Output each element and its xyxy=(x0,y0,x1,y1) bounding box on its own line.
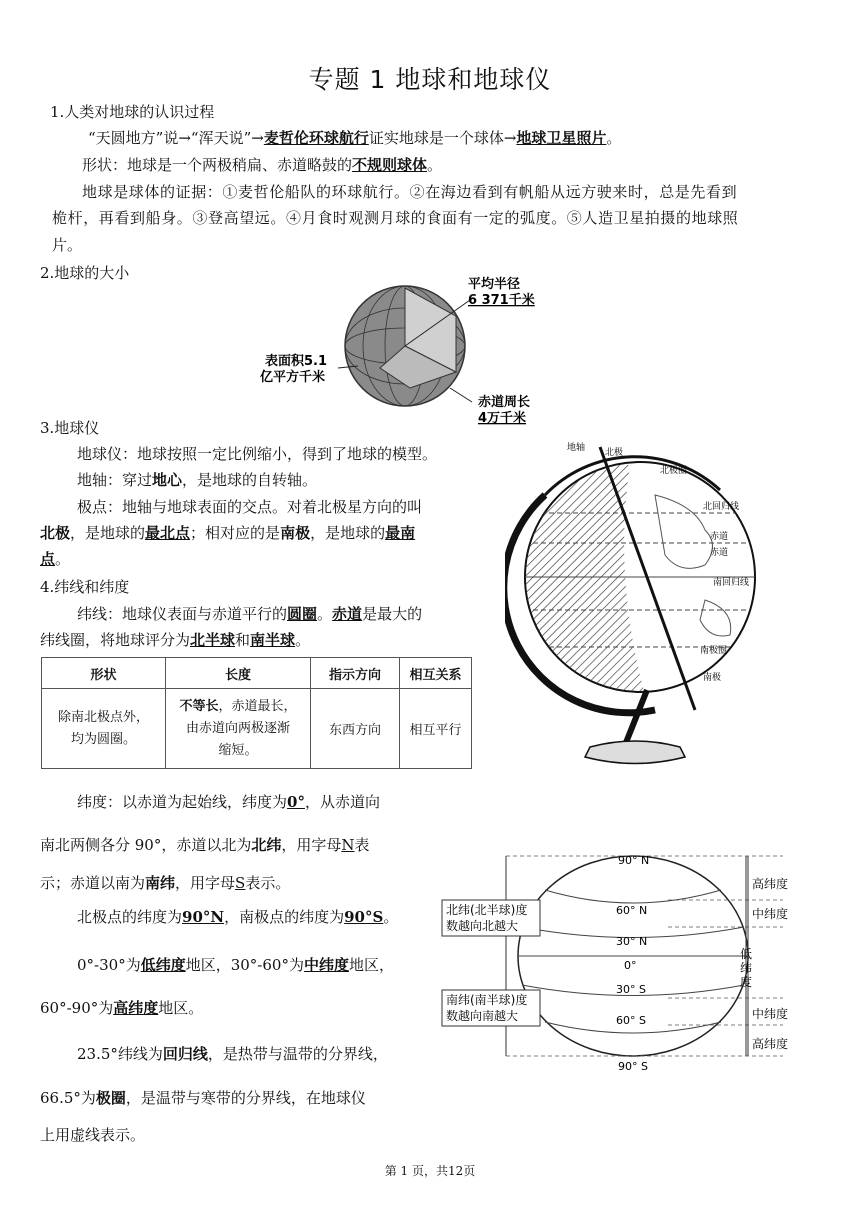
latitude-definition-2: 南北两侧各分 90°，赤道以北为北纬，用字母N表 xyxy=(40,836,370,854)
table-header-direction: 指示方向 xyxy=(311,658,400,689)
radius-label-1: 平均半径 xyxy=(468,277,521,292)
globe-label-north: 北极 xyxy=(605,448,624,458)
latitude-line-definition-2: 纬线圈，将地球评分为北半球和南半球。 xyxy=(40,631,311,649)
latitude-line-table xyxy=(41,657,472,769)
pole-definition-2: 北极，是地球的最北点；相对应的是南极，是地球的最南 xyxy=(40,524,416,542)
evidence-line-2: 桅杆，再看到船身。③登高望远。④月食时观测月球的食面有一定的弧度。⑤人造卫星拍摄的地球照 xyxy=(52,209,739,227)
zone-high-north: 高纬度 xyxy=(752,877,789,891)
page-title: 专题 1 地球和地球仪 xyxy=(308,65,552,94)
globe-label-south: 南极 xyxy=(703,673,722,683)
shape-line: 形状：地球是一个两极稍扁、赤道略鼓的不规则球体。 xyxy=(82,156,443,174)
globe-label-antarctic: 南极圈 xyxy=(700,646,728,656)
zone-low-3: 度 xyxy=(740,975,753,989)
table-cell-shape: 除南北极点外， 均为圆圈。 xyxy=(42,689,166,769)
globe-label-tropic-s: 南回归线 xyxy=(713,578,750,588)
zone-high-south: 高纬度 xyxy=(752,1037,789,1051)
lat-label-30n: 30° N xyxy=(616,935,648,948)
globe-label-tropic-n: 北回归线 xyxy=(703,502,740,512)
latitude-zone-line-2: 60°-90°为高纬度地区。 xyxy=(40,999,204,1017)
pole-definition-3: 点。 xyxy=(40,550,71,568)
lat-label-60n: 60° N xyxy=(616,904,648,917)
latitude-definition-3: 示；赤道以南为南纬，用字母S表示。 xyxy=(40,874,291,892)
table-cell-direction: 东西方向 xyxy=(311,689,400,769)
lat-label-90n: 90° N xyxy=(618,854,650,867)
evidence-line-1: 地球是球体的证据：①麦哲伦船队的环球航行。②在海边看到有帆船从远方驶来时，总是先看到 xyxy=(82,183,738,201)
lat-label-60s: 60° S xyxy=(616,1014,646,1027)
page-footer: 第 1 页，共12页 xyxy=(384,1164,476,1178)
axis-definition: 地轴：穿过地心，是地球的自转轴。 xyxy=(77,471,318,489)
tropic-line-1: 23.5°纬线为回归线，是热带与温带的分界线， xyxy=(77,1045,388,1063)
latitude-definition-1: 纬度：以赤道为起始线，纬度为0°，从赤道向 xyxy=(77,793,380,811)
latitude-zone-line-1: 0°-30°为低纬度地区，30°-60°为中纬度地区， xyxy=(77,956,394,974)
lat-label-equator: 0° xyxy=(624,959,637,972)
table-cell-length: 不等长，赤道最长， 由赤道向两极逐渐 缩短。 xyxy=(166,689,311,769)
area-label-1: 表面积5.1 xyxy=(265,354,328,369)
table-header-shape: 形状 xyxy=(42,658,166,689)
north-box-line-1: 北纬(北半球)度 xyxy=(446,903,528,917)
radius-label-2: 6 371千米 xyxy=(468,293,535,308)
pole-definition: 极点：地轴与地球表面的交点。对着北极星方向的叫 xyxy=(77,498,423,516)
section-1-heading: 1.人类对地球的认识过程 xyxy=(50,103,215,121)
latitude-line-definition: 纬线：地球仪表面与赤道平行的圆圈。赤道是最大的 xyxy=(77,605,423,623)
table-header-length: 长度 xyxy=(166,658,311,689)
zone-mid-south: 中纬度 xyxy=(752,1007,789,1021)
pole-latitude-line: 北极点的纬度为90°N，南极点的纬度为90°S。 xyxy=(77,908,399,926)
equator-label-2: 4万千米 xyxy=(478,411,527,426)
evidence-line-3: 片。 xyxy=(52,236,83,254)
area-label-2: 亿平方千米 xyxy=(260,370,326,385)
section-3-heading: 3.地球仪 xyxy=(40,419,100,437)
knowledge-chain: “天圆地方”说→“浑天说”→麦哲伦环球航行证实地球是一个球体→地球卫星照片。 xyxy=(88,129,622,147)
table-cell-relation: 相互平行 xyxy=(400,689,472,769)
globe-label-arctic: 北极圈 xyxy=(660,466,688,476)
earth-size-diagram xyxy=(250,270,570,430)
globe-definition: 地球仪：地球按照一定比例缩小，得到了地球的模型。 xyxy=(77,445,438,463)
latitude-diagram xyxy=(438,848,808,1078)
table-header-relation: 相互关系 xyxy=(400,658,472,689)
section-4-heading: 4.纬线和纬度 xyxy=(40,578,130,596)
globe-label-equator-2: 赤道 xyxy=(710,548,729,558)
equator-label-1: 赤道周长 xyxy=(478,395,531,410)
zone-low-1: 低 xyxy=(740,947,753,961)
north-box-line-2: 数越向北越大 xyxy=(446,919,519,933)
south-box-line-1: 南纬(南半球)度 xyxy=(446,993,528,1007)
zone-low-2: 纬 xyxy=(740,961,753,975)
globe-label-equator: 赤道 xyxy=(710,532,729,542)
globe-illustration xyxy=(505,435,770,775)
tropic-line-3: 上用虚线表示。 xyxy=(40,1126,146,1144)
globe-label-axis: 地轴 xyxy=(567,443,586,453)
lat-label-90s: 90° S xyxy=(618,1060,648,1073)
lat-label-30s: 30° S xyxy=(616,983,646,996)
section-2-heading: 2.地球的大小 xyxy=(40,264,130,282)
tropic-line-2: 66.5°为极圈，是温带与寒带的分界线，在地球仪 xyxy=(40,1089,366,1107)
zone-mid-north: 中纬度 xyxy=(752,907,789,921)
south-box-line-2: 数越向南越大 xyxy=(446,1009,519,1023)
